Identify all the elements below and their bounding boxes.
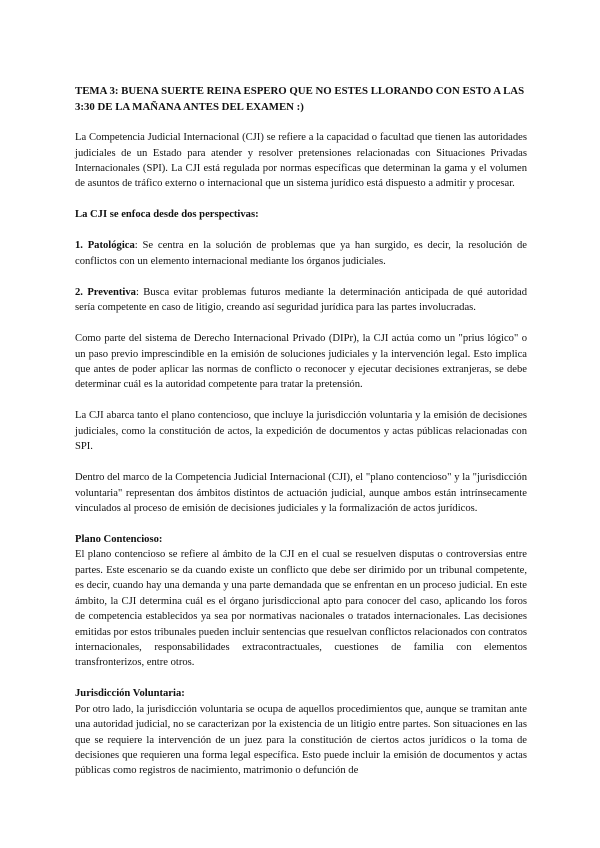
- perspective-pathological-label: 1. Patológica: [75, 240, 135, 252]
- framework-paragraph: Dentro del marco de la Competencia Judicial Internacional (CJI), el "plano contencioso" y la "jurisdicción voluntaria" representan dos ámbitos distintos de actuación judicial, aunque ambos están intrínsecamente vinculados al proceso de emisión de decisiones judiciales y la formalización de actos jurídicos.: [75, 472, 527, 515]
- contentious-heading: Plano Contencioso:: [75, 534, 163, 546]
- perspective-pathological-text: : Se centra en la solución de problemas que ya han surgido, es decir, la resolución de conflictos con un elemento internacional mediante los órganos judiciales.: [75, 240, 528, 267]
- dipr-paragraph: Como parte del sistema de Derecho Internacional Privado (DIPr), la CJI actúa como un "prius lógico" o un paso previo imprescindible en la emisión de soluciones judiciales y la intervención legal. Esto implica que antes de poder aplicar las normas de conflicto o reconocer y ejecutar decisiones extranjeras, se debe determinar cuál es la autoridad competente para tratar la pretensión.: [75, 333, 527, 391]
- document-title: TEMA 3: BUENA SUERTE REINA ESPERO QUE NO ESTES LLORANDO CON ESTO A LAS 3:30 DE LA MAÑANA ANTES DEL EXAMEN :): [75, 85, 525, 113]
- perspective-preventive-label: 2. Preventiva: [75, 286, 136, 298]
- voluntary-heading: Jurisdicción Voluntaria:: [75, 688, 185, 700]
- perspective-preventive-text: : Busca evitar problemas futuros mediante la determinación anticipada de qué autoridad sería competente en caso de litigio, creando así seguridad jurídica para las partes involucradas.: [75, 286, 527, 314]
- intro-paragraph: La Competencia Judicial Internacional (CJI) se refiere a la capacidad o facultad que tienen las autoridades judiciales de un Estado para atender y resolver pretensiones relacionadas con Situaciones Privadas Internacionales (SPI). La CJI está regulada por normas específicas que determinan la gama y el volumen de asuntos de tráfico externo o internacional que un sistema jurídico está dispuesto a admitir y procesar.: [75, 132, 527, 190]
- perspective-preventive: [75, 285, 527, 316]
- scope-paragraph: La CJI abarca tanto el plano contencioso, que incluye la jurisdicción voluntaria y la emisión de decisiones judiciales, como la constitución de actos, la expedición de documentos y actas públicas relacionadas con SPI.: [75, 410, 527, 453]
- voluntary-paragraph: Por otro lado, la jurisdicción voluntaria se ocupa de aquellos procedimientos que, aunque se tramitan ante una autoridad judicial, no se caracterizan por la existencia de un litigio entre partes. Son situaciones en las que se requiere la intervención de un juez para la constitución de ciertos actos jurídicos o la toma de decisiones que requieren una forma legal específica. Esto puede incluir la emisión de documentos y actas públicas como registros de nacimiento, matrimonio o defunción de: [75, 703, 527, 777]
- contentious-paragraph: El plano contencioso se refiere al ámbito de la CJI en el cual se resuelven disputas o controversias entre partes. Este escenario se da cuando existe un conflicto que debe ser dirimido por un tribunal competente, es decir, cuando hay una demanda y una parte demandada que se enfrentan en un proceso judicial. En este ámbito, la CJI determina cuál es el órgano jurisdiccional apto para conocer del caso, aplicando los foros de competencia establecidos ya sea por normativas nacionales o tratados internacionales. Las decisiones emitidas por estos tribunales pueden incluir sentencias que resuelvan conflictos relacionados con contratos internacionales, responsabilidades extracontractuales, cuestiones de familia con elementos transfronterizos, entre otros.: [75, 549, 527, 669]
- document-page: [75, 84, 527, 779]
- perspective-pathological: [75, 238, 527, 269]
- perspectives-heading: La CJI se enfoca desde dos perspectivas:: [75, 209, 259, 221]
